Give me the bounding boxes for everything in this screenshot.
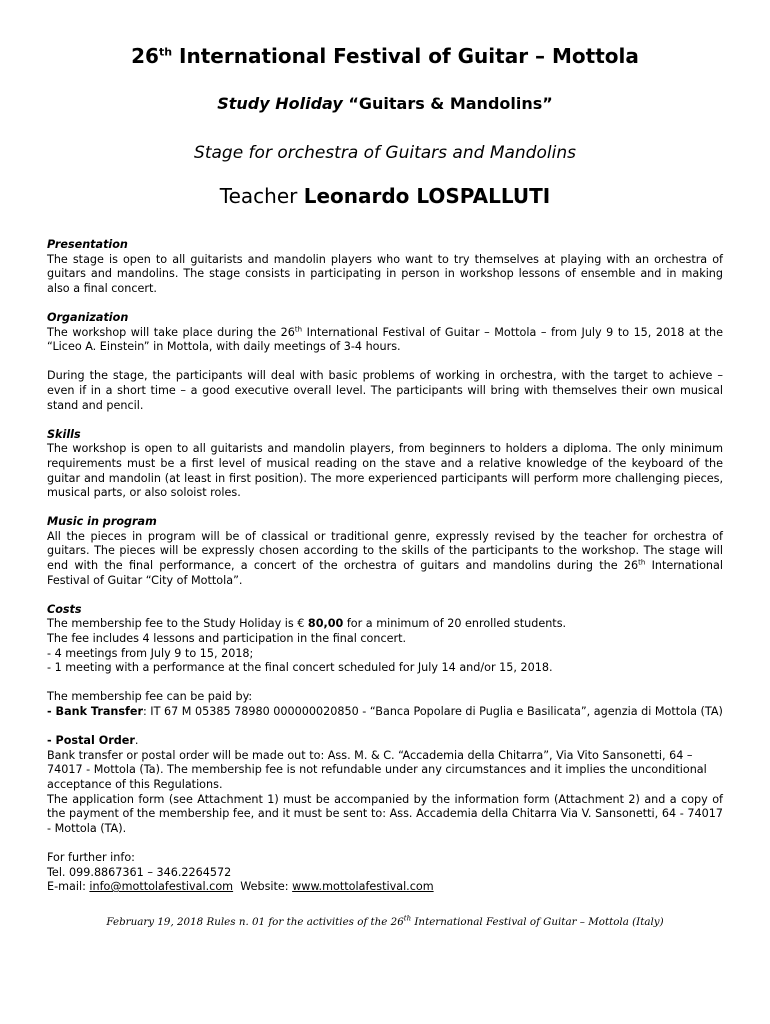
footer-text-a: February 19, 2018 Rules n. 01 for the activities of the 26	[106, 916, 404, 928]
postal-order	[47, 734, 723, 749]
footer	[0, 916, 770, 928]
music-text-b: International Festival of Guitar “City of Mottola”.	[47, 559, 723, 587]
costs-made-out: Bank transfer or postal order will be made out to: Ass. M. & C. “Accademia della Chitarra”, Via Vito Sansonetti, 64 – 74017 - Mottola (Ta). The membership fee is not refundable under any circumstances and it implies the unconditional acceptance of this Regulations.	[47, 748, 707, 791]
subtitle-text: “Guitars & Mandolins”	[342, 94, 553, 113]
stage-title: Stage for orchestra of Guitars and Mandolins	[194, 143, 576, 163]
costs-application: The application form (see Attachment 1) must be accompanied by the information form (Attachment 2) and a copy of the payment of the membership fee, and it must be sent to: Ass. Accademia della Chitarra Via V. Sansonetti, 64 - 74017 - Mottola (TA).	[47, 792, 723, 835]
website-label: Website:	[233, 880, 293, 894]
skills-text: The workshop is open to all guitarists and mandolin players, from beginners to holders a diploma. The only minimum requirements must be a first level of musical reading on the stave and a relative knowledge of the keyboard of the guitar and mandolin (at least in first position). The more experienced participants will perform more challenging pieces, musical parts, or also soloist roles.	[47, 442, 723, 500]
contact-intro: For further info:	[47, 850, 135, 864]
document-body	[47, 238, 723, 895]
presentation-heading: Presentation	[47, 238, 128, 251]
subtitle	[0, 94, 770, 113]
title-number: 26	[131, 44, 159, 68]
music-heading: Music in program	[47, 515, 157, 529]
teacher-line	[0, 184, 770, 208]
postal-order-dot: .	[134, 734, 139, 748]
costs-includes: The fee includes 4 lessons and participation in the final concert.	[47, 632, 407, 646]
costs-fee-a: The membership fee to the Study Holiday is €	[47, 617, 308, 631]
title-superscript: th	[158, 45, 173, 59]
email-label: E-mail:	[47, 880, 90, 894]
organization-text-1	[47, 326, 723, 355]
bank-transfer	[47, 705, 723, 720]
skills-heading: Skills	[47, 427, 81, 441]
costs-item-1: - 4 meetings from July 9 to 15, 2018;	[47, 646, 254, 660]
music-superscript: th	[638, 558, 646, 567]
contact-email-line	[47, 880, 723, 895]
organization-text-2: During the stage, the participants will deal with basic problems of working in orchestra, with the target to achieve – even if in a short time – a good executive overall level. The participants will bring with themselves their own musical stand and pencil.	[47, 369, 723, 412]
costs-fee	[47, 617, 723, 632]
website-link[interactable]: www.mottolafestival.com	[292, 880, 434, 894]
music-text	[47, 530, 723, 588]
music-text-a: All the pieces in program will be of classical or traditional genre, expressly revised by the teacher for orchestra of guitars. The pieces will be expressly chosen according to the skills of the participants to the workshop. The stage will end with the final performance, a concert of the orchestra of guitars and mandolins during the 26	[47, 529, 723, 573]
teacher-name: Leonardo LOSPALLUTI	[303, 184, 551, 208]
footer-text-b: International Festival of Guitar – Mottola (Italy)	[411, 916, 664, 928]
organization-heading: Organization	[47, 310, 129, 324]
costs-heading: Costs	[47, 602, 82, 616]
presentation-text: The stage is open to all guitarists and mandolin players who want to try themselves at playing with an orchestra of guitars and mandolins. The stage consists in participating in person in workshop lessons of ensemble and in making also a final concert.	[47, 252, 723, 295]
page-title	[0, 44, 770, 68]
subtitle-emphasis: Study Holiday	[217, 94, 343, 113]
organization-text-1a: The workshop will take place during the 26	[47, 325, 295, 339]
teacher-prefix: Teacher	[219, 184, 304, 208]
organization-text-1b: International Festival of Guitar – Mottola – from July 9 to 15, 2018 at the “Liceo A. Einstein” in Mottola, with daily meetings of 3-4 hours.	[47, 325, 723, 354]
title-text: International Festival of Guitar – Mottola	[172, 44, 639, 68]
bank-transfer-label: - Bank Transfer	[47, 705, 143, 718]
costs-item-2: - 1 meeting with a performance at the final concert scheduled for July 14 and/or 15, 2018.	[47, 661, 553, 675]
organization-superscript: th	[294, 324, 303, 333]
costs-fee-amount: 80,00	[307, 617, 344, 631]
costs-paid-by: The membership fee can be paid by:	[47, 690, 253, 704]
postal-order-label: - Postal Order	[47, 734, 135, 748]
contact-tel: Tel. 099.8867361 – 346.2264572	[47, 865, 232, 879]
email-link[interactable]: info@mottolafestival.com	[89, 880, 234, 894]
bank-transfer-text: : IT 67 M 05385 78980 000000020850 - “Banca Popolare di Puglia e Basilicata”, agenzia di Mottola (TA)	[142, 705, 723, 718]
costs-fee-b: for a minimum of 20 enrolled students.	[343, 617, 567, 631]
footer-superscript: th	[403, 914, 412, 923]
